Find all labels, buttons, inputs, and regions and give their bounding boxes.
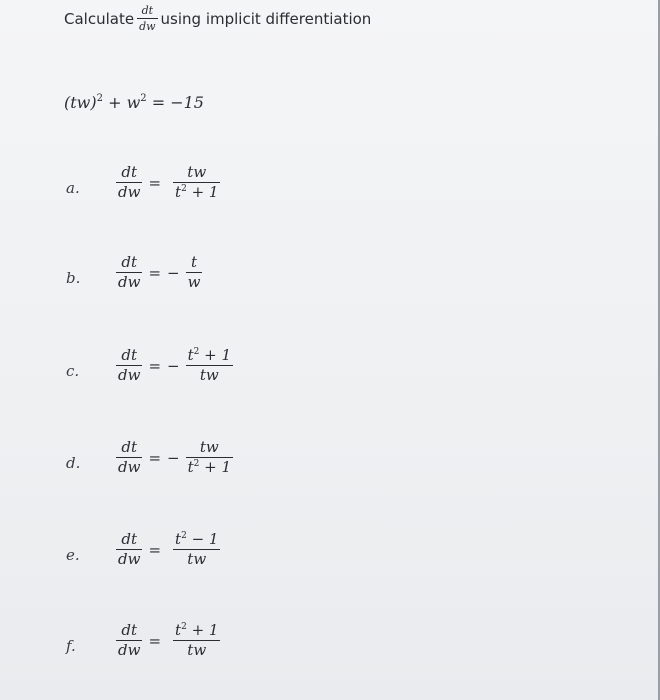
- lhs-denominator: dw: [118, 458, 141, 476]
- rhs-fraction: [186, 440, 233, 475]
- lhs-denominator: dw: [118, 641, 141, 659]
- rhs-denominator-exponent: 2: [193, 459, 200, 469]
- equals-sign: =: [148, 356, 162, 375]
- equals-sign: =: [148, 448, 162, 467]
- prompt-fraction-denominator: dw: [139, 20, 156, 33]
- lhs-denominator: dw: [118, 183, 141, 201]
- prompt-fraction-numerator: dt: [141, 4, 154, 17]
- lhs-numerator: dt: [121, 163, 138, 181]
- lhs-numerator: dt: [121, 253, 138, 271]
- lhs-numerator: dt: [121, 438, 138, 456]
- rhs-numerator-exponent: 2: [181, 531, 187, 541]
- rhs-fraction: [186, 348, 233, 383]
- equation-mid: + w: [102, 93, 141, 112]
- prompt-text-before: Calculate: [64, 9, 135, 28]
- given-equation: [64, 93, 204, 112]
- option-expression: [116, 348, 233, 383]
- rhs-numerator-exponent: 2: [181, 622, 187, 632]
- rhs-numerator: [186, 348, 233, 363]
- rhs-numerator-base: t: [175, 530, 182, 548]
- negative-sign: −: [167, 356, 180, 375]
- option-expression: [116, 255, 202, 290]
- rhs-numerator-tail: − 1: [186, 530, 219, 548]
- option-label: e.: [66, 546, 80, 564]
- equals-sign: =: [148, 173, 162, 192]
- prompt-text-after: using implicit differentiation: [160, 9, 372, 28]
- rhs-numerator: [198, 440, 221, 455]
- prompt-derivative-fraction: [137, 5, 157, 32]
- option-expression: [116, 440, 233, 475]
- lhs-derivative-fraction: [116, 440, 142, 475]
- lhs-numerator: dt: [121, 530, 138, 548]
- option-expression: [116, 623, 220, 658]
- lhs-derivative-fraction: [116, 165, 142, 200]
- rhs-denominator-exponent: 2: [181, 184, 187, 194]
- option-label: d.: [66, 454, 81, 472]
- rhs-denominator-base: w: [187, 273, 201, 291]
- lhs-numerator: dt: [121, 346, 138, 364]
- rhs-numerator-exponent: 2: [193, 347, 200, 357]
- lhs-denominator: dw: [118, 550, 141, 568]
- rhs-denominator: [185, 643, 208, 658]
- rhs-denominator: [198, 368, 221, 383]
- rhs-numerator-tail: + 1: [186, 621, 219, 639]
- rhs-denominator-base: tw: [199, 366, 219, 384]
- option-label: c.: [66, 362, 80, 380]
- rhs-fraction: [186, 255, 203, 290]
- rhs-denominator-tail: + 1: [186, 183, 219, 201]
- rhs-denominator-tail: + 1: [199, 458, 232, 476]
- rhs-numerator-base: t: [191, 253, 198, 271]
- lhs-derivative-fraction: [116, 623, 142, 658]
- rhs-numerator-tail: + 1: [199, 346, 232, 364]
- rhs-fraction: [173, 623, 220, 658]
- option-label: b.: [66, 269, 81, 287]
- rhs-numerator-base: t: [187, 346, 194, 364]
- lhs-numerator: dt: [121, 621, 138, 639]
- fraction-bar: [137, 18, 157, 19]
- rhs-denominator: [186, 460, 233, 475]
- negative-sign: −: [167, 448, 180, 467]
- option-expression: [116, 165, 220, 200]
- rhs-numerator: [189, 255, 199, 270]
- rhs-denominator-base: t: [187, 458, 194, 476]
- equation-lhs-exponent: 2: [96, 93, 103, 104]
- rhs-denominator: [186, 275, 203, 290]
- option-expression: [116, 532, 220, 567]
- equation-mid-exponent: 2: [140, 93, 147, 104]
- rhs-denominator: [185, 552, 208, 567]
- equation-rhs: = −15: [146, 93, 204, 112]
- rhs-numerator-base: t: [175, 621, 182, 639]
- rhs-numerator-base: tw: [187, 163, 207, 181]
- lhs-derivative-fraction: [116, 348, 142, 383]
- lhs-denominator: dw: [118, 273, 141, 291]
- negative-sign: −: [167, 263, 180, 282]
- rhs-fraction: [173, 165, 220, 200]
- lhs-denominator: dw: [118, 366, 141, 384]
- rhs-denominator-base: tw: [187, 641, 207, 659]
- option-label: f.: [66, 637, 76, 655]
- equation-lhs-base: (tw): [64, 93, 97, 112]
- rhs-numerator: [173, 532, 220, 547]
- equals-sign: =: [148, 540, 162, 559]
- question-prompt: [64, 5, 371, 32]
- rhs-denominator: [173, 185, 220, 200]
- rhs-denominator-base: tw: [187, 550, 207, 568]
- rhs-numerator-base: tw: [199, 438, 219, 456]
- equals-sign: =: [148, 263, 162, 282]
- lhs-derivative-fraction: [116, 532, 142, 567]
- rhs-numerator: [173, 623, 220, 638]
- lhs-derivative-fraction: [116, 255, 142, 290]
- rhs-fraction: [173, 532, 220, 567]
- rhs-numerator: [185, 165, 208, 180]
- equals-sign: =: [148, 631, 162, 650]
- rhs-denominator-base: t: [175, 183, 182, 201]
- option-label: a.: [66, 179, 80, 197]
